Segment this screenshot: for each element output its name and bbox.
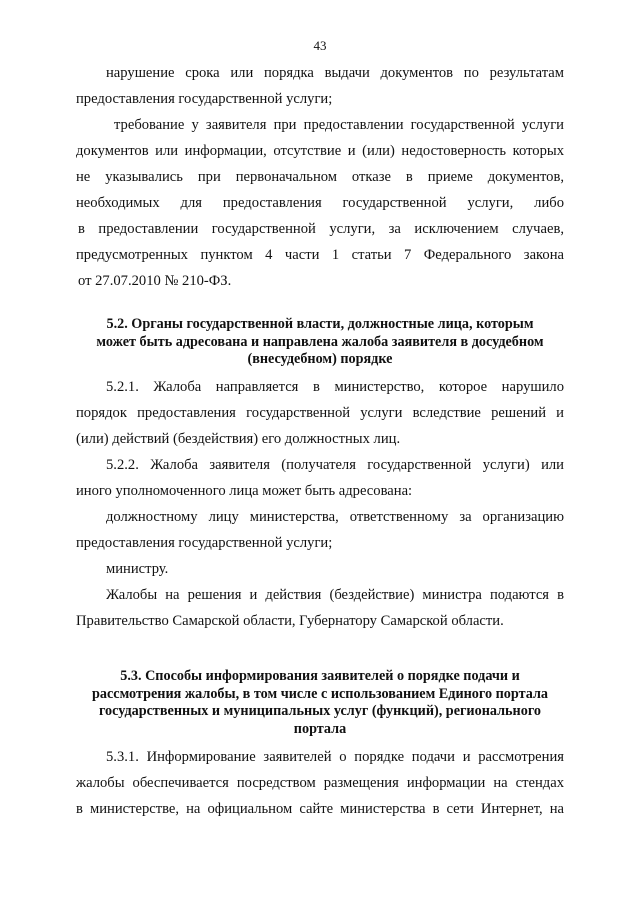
section-heading-5-3: [76, 668, 564, 738]
intro-text-block: [76, 60, 564, 294]
text-line: 5.3.1. Информирование заявителей о порядке подачи и рассмотрения: [106, 749, 564, 765]
text-line: не указывались при первоначальном отказе в приеме документов,: [76, 169, 564, 185]
section-heading-5-2: [76, 316, 564, 369]
section-5-3-body: [76, 744, 564, 822]
text-line: жалобы обеспечивается посредством размещения информации на стендах: [76, 775, 564, 791]
heading-line: (внесудебном) порядке: [247, 351, 393, 367]
paragraph-5-3-1: [76, 744, 564, 822]
paragraph-minister: [76, 556, 564, 582]
paragraph-5-2-1: [76, 374, 564, 452]
text-line: министру.: [106, 561, 169, 577]
text-line: нарушение срока или порядка выдачи документов по результатам: [106, 65, 564, 81]
heading-line: государственных и муниципальных услуг (функций), регионального: [98, 703, 542, 719]
heading-line: может быть адресована и направлена жалоба заявителя в досудебном: [96, 333, 544, 350]
text-line: порядок предоставления государственной услуги вследствие решений и: [76, 405, 564, 421]
paragraph-complaints-minister: [76, 582, 564, 634]
text-line: Правительство Самарской области, Губернатору Самарской области.: [76, 613, 504, 629]
paragraph-document-requirement: [76, 112, 564, 294]
text-line: от 27.07.2010 № 210-ФЗ.: [78, 273, 232, 289]
paragraph-deadline-violation: [76, 60, 564, 112]
page-number: 43: [313, 38, 327, 53]
text-line: в министерстве, на официальном сайте министерства в сети Интернет, на: [76, 801, 564, 817]
text-line: необходимых для предоставления государственной услуги, либо: [76, 195, 564, 211]
paragraph-5-2-2: [76, 452, 564, 504]
text-line: 5.2.2. Жалоба заявителя (получателя государственной услуги) или: [106, 457, 564, 473]
text-line: требование у заявителя при предоставлении государственной услуги: [114, 117, 564, 133]
text-line: должностному лицу министерства, ответственному за организацию: [106, 509, 564, 525]
text-line: предоставления государственной услуги;: [76, 91, 333, 107]
text-line: документов или информации, отсутствие и (или) недостоверность которых: [76, 143, 564, 159]
text-line: (или) действий (бездействия) его должностных лиц.: [76, 431, 401, 447]
text-line: Жалобы на решения и действия (бездействие) министра подаются в: [106, 587, 564, 603]
heading-line: 5.3. Способы информирования заявителей о порядке подачи и: [120, 668, 520, 684]
heading-line: 5.2. Органы государственной власти, должностные лица, которым: [106, 316, 534, 332]
heading-line: рассмотрения жалобы, в том числе с использованием Единого портала: [91, 685, 548, 702]
text-line: в предоставлении государственной услуги, за исключением случаев,: [78, 221, 564, 237]
section-5-2-body: [76, 374, 564, 634]
paragraph-official: [76, 504, 564, 556]
text-line: предусмотренных пунктом 4 части 1 статьи 7 Федерального закона: [76, 247, 564, 263]
text-line: 5.2.1. Жалоба направляется в министерство, которое нарушило: [106, 379, 564, 395]
text-line: предоставления государственной услуги;: [76, 535, 333, 551]
text-line: иного уполномоченного лица может быть адресована:: [76, 483, 413, 499]
heading-line: портала: [293, 720, 347, 737]
